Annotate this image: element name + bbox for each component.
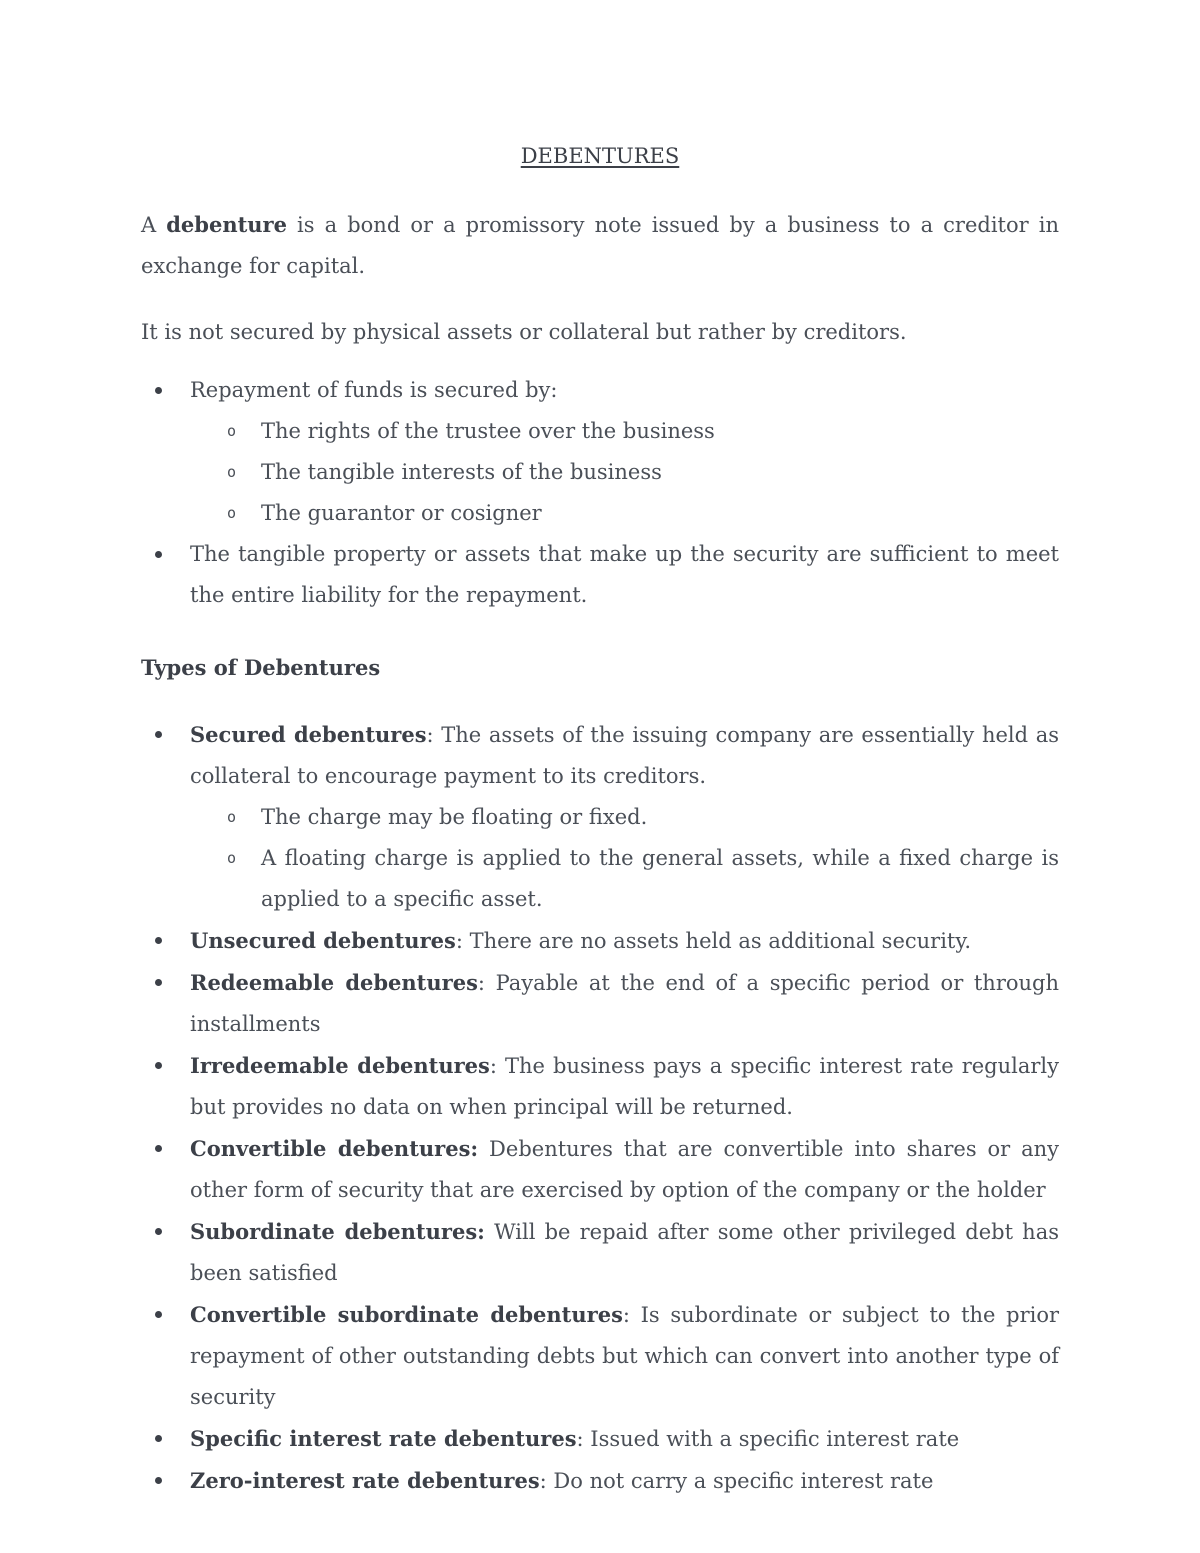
repayment-section <box>141 370 1059 616</box>
intro-term: debenture <box>166 212 287 237</box>
repayment-label: Repayment of funds is secured by: <box>190 378 558 402</box>
list-item: The tangible property or assets that make up the security are sufficient to meet the entire liability for the repayment. <box>141 534 1059 616</box>
type-sublist <box>190 797 1059 920</box>
repayment-list <box>141 370 1059 616</box>
list-item <box>141 1211 1059 1294</box>
type-desc: : The assets of the issuing company are essentially held as collateral to encourage payment to its creditors. <box>190 723 1059 788</box>
sublist-item: o The rights of the trustee over the business <box>190 411 1059 452</box>
security-paragraph: It is not secured by physical assets or collateral but rather by creditors. <box>141 320 907 344</box>
type-term: Specific interest rate debentures <box>190 1426 577 1451</box>
type-desc: Debentures that are convertible into shares or any other form of security that are exercised by option of the company or the holder <box>190 1137 1059 1202</box>
type-desc: : There are no assets held as additional security. <box>455 929 972 953</box>
list-item <box>141 920 1059 962</box>
intro-paragraph <box>141 204 1059 287</box>
list-item <box>141 1294 1059 1418</box>
list-item <box>141 714 1059 920</box>
type-term: Subordinate debentures: <box>190 1219 485 1244</box>
section-heading: Types of Debentures <box>141 655 381 680</box>
repayment-sublist <box>190 411 1059 534</box>
type-desc: : Do not carry a specific interest rate <box>539 1469 934 1493</box>
type-term: Zero-interest rate debentures <box>190 1468 540 1493</box>
type-term: Convertible subordinate debentures <box>190 1302 623 1327</box>
type-desc: : Is subordinate or subject to the prior repayment of other outstanding debts but which can convert into another type of security <box>190 1303 1060 1409</box>
types-section <box>141 714 1059 1502</box>
sublist-item: o The charge may be floating or fixed. <box>190 797 1059 838</box>
type-desc: : Issued with a specific interest rate <box>576 1427 960 1451</box>
list-item <box>141 1128 1059 1211</box>
type-term: Unsecured debentures <box>190 928 456 953</box>
type-term: Redeemable debentures <box>190 970 478 995</box>
list-item <box>141 1418 1059 1460</box>
sublist-item: o The guarantor or cosigner <box>190 493 1059 534</box>
list-item <box>141 1460 1059 1502</box>
list-item <box>141 370 1059 534</box>
type-term: Convertible debentures: <box>190 1136 479 1161</box>
sublist-item: o A floating charge is applied to the general assets, while a fixed charge is applied to a specific asset. <box>190 838 1059 920</box>
list-item <box>141 1045 1059 1128</box>
document-title: DEBENTURES <box>520 144 680 168</box>
sublist-item: o The tangible interests of the business <box>190 452 1059 493</box>
intro-rest: is a bond or a promissory note issued by a business to a creditor in exchange for capital. <box>141 213 1059 278</box>
type-term: Secured debentures <box>190 722 427 747</box>
type-desc: : Payable at the end of a specific period or through installments <box>190 971 1059 1036</box>
type-desc: : The business pays a specific interest rate regularly but provides no data on when principal will be returned. <box>190 1054 1059 1119</box>
list-item <box>141 962 1059 1045</box>
type-term: Irredeemable debentures <box>190 1053 490 1078</box>
type-desc: Will be repaid after some other privileged debt has been satisfied <box>190 1220 1059 1285</box>
intro-lead: A <box>141 213 167 237</box>
types-list <box>141 714 1059 1502</box>
